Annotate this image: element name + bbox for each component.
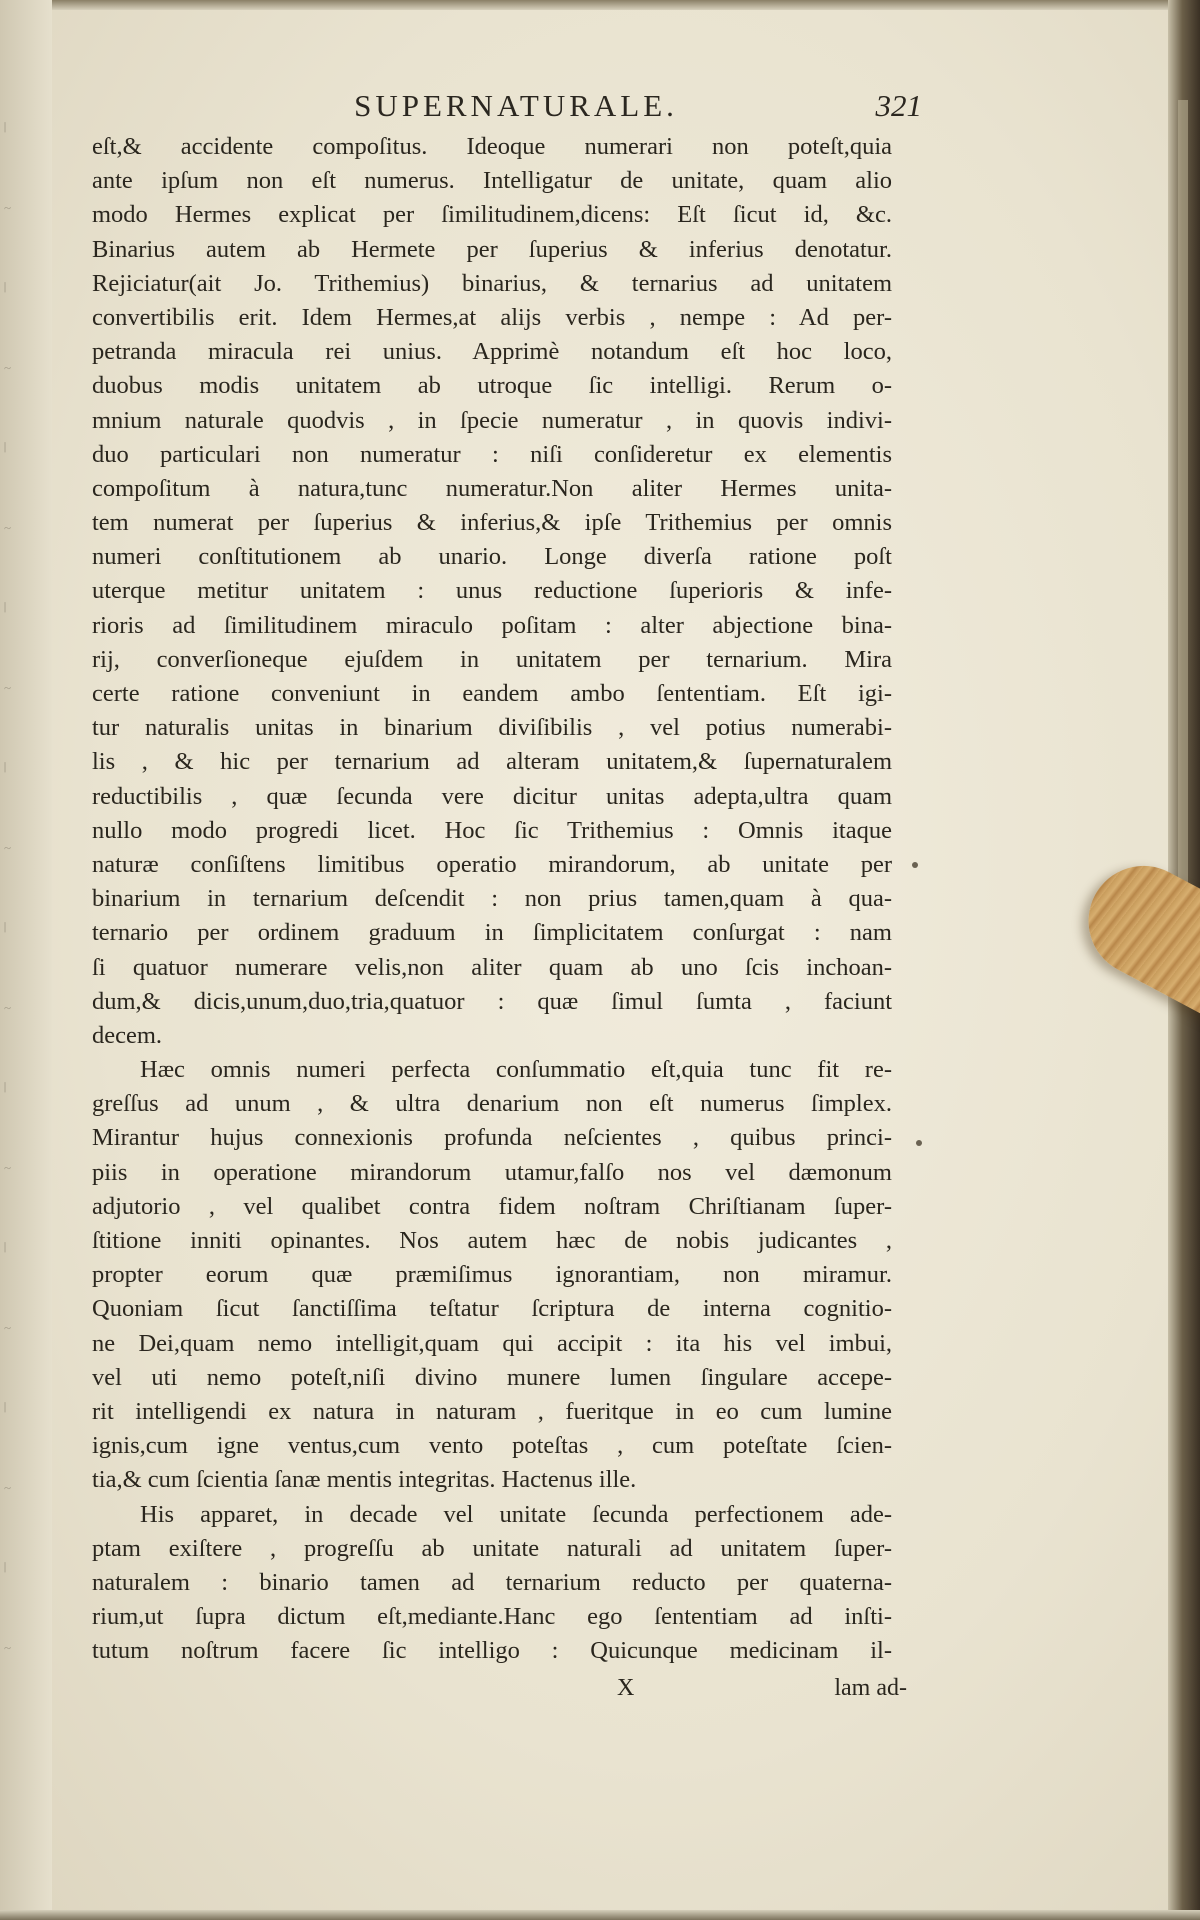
text-line: rioris ad ſimilitudinem miraculo poſitam : alter abjectione bina- [92, 611, 892, 639]
text-line: ante ipſum non eſt numerus. Intelligatur de unitate, quam alio [92, 167, 892, 195]
text-line: ſtitione inniti opinantes. Nos autem hæc de nobis judicantes , [92, 1227, 892, 1254]
text-line: tem numerat per ſuperius & inferius,& ipſe Trithemius per omnis [92, 509, 892, 537]
running-head: SUPERNATURALE. [354, 88, 678, 123]
text-line: eſt,& accidente compoſitus. Ideoque numerari non poteſt,quia [92, 133, 892, 160]
page-header [92, 88, 922, 134]
text-line: piis in operatione mirandorum utamur,falſo nos vel dæmonum [92, 1158, 892, 1186]
page-footer [92, 1675, 907, 1715]
text-line: Binarius autem ab Hermete per ſuperius & inferius denotatur. [92, 235, 892, 263]
text-line: compoſitum à natura,tunc numeratur.Non aliter Hermes unita- [92, 474, 892, 502]
left-margin-bleed: 𝄁 ~ 𝄁 ~ 𝄁 ~ 𝄁 ~ 𝄁 ~ 𝄁 ~ 𝄁 ~ 𝄁 ~ 𝄁 ~ 𝄁 ~ [0, 0, 52, 1920]
text-line: naturæ conſiſtens limitibus operatio mirandorum, ab unitate per [92, 850, 892, 878]
text-line: ignis,cum igne ventus,cum vento poteſtas , cum poteſtate ſcien- [92, 1432, 892, 1460]
text-line: decem. [92, 1021, 163, 1049]
book-spine-highlight [1178, 100, 1188, 900]
text-line: tutum noſtrum facere ſic intelligo : Quicunque medicinam il- [92, 1637, 892, 1665]
text-line: His apparet, in decade vel unitate ſecunda perfectionem ade- [140, 1500, 892, 1528]
text-line: rit intelligendi ex natura in naturam , fueritque in eo cum lumine [92, 1397, 892, 1425]
ink-speck [912, 862, 918, 868]
text-line: duo particulari non numeratur : niſi conſideretur ex elementis [92, 440, 892, 468]
text-line: tur naturalis unitas in binarium diviſibilis , vel potius numerabi- [92, 714, 892, 742]
text-line: Hæc omnis numeri perfecta conſummatio eſt,quia tunc fit re- [140, 1056, 892, 1084]
text-line: rij, converſioneque ejuſdem in unitatem per ternarium. Mira [92, 645, 892, 673]
text-line: reductibilis , quæ ſecunda vere dicitur unitas adepta,ultra quam [92, 782, 892, 810]
text-line: certe ratione conveniunt in eandem ambo ſententiam. Eſt igi- [92, 680, 892, 707]
text-line: rium,ut ſupra dictum eſt,mediante.Hanc ego ſententiam ad inſti- [92, 1603, 892, 1631]
text-line: Mirantur hujus connexionis profunda neſcientes , quibus princi- [92, 1124, 892, 1152]
text-line: greſſus ad unum , & ultra denarium non eſt numerus ſimplex. [92, 1090, 892, 1118]
signature-mark: X [617, 1675, 635, 1701]
text-line: adjutorio , vel qualibet contra fidem noſtram Chriſtianam ſuper- [92, 1192, 892, 1220]
text-line: ptam exiſtere , progreſſu ab unitate naturali ad unitatem ſuper- [92, 1534, 892, 1562]
text-line: ne Dei,quam nemo intelligit,quam qui accipit : ita his vel imbui, [92, 1329, 892, 1357]
text-line: tia,& cum ſcientia ſanæ mentis integritas. Hactenus ille. [92, 1466, 637, 1494]
text-line: petranda miracula rei unius. Apprimè notandum eſt hoc loco, [92, 338, 892, 366]
text-line: mnium naturale quodvis , in ſpecie numeratur , in quovis indivi- [92, 406, 892, 434]
text-line: naturalem : binario tamen ad ternarium reducto per quaterna- [92, 1568, 892, 1596]
text-line: duobus modis unitatem ab utroque ſic intelligi. Rerum o- [92, 372, 892, 400]
text-line: uterque metitur unitatem : unus reductione ſuperioris & infe- [92, 577, 892, 605]
text-line: dum,& dicis,unum,duo,tria,quatuor : quæ ſimul ſumta , faciunt [92, 987, 892, 1015]
text-line: propter eorum quæ præmiſimus ignorantiam, non miramur. [92, 1261, 892, 1289]
text-line: ternario per ordinem graduum in ſimplicitatem conſurgat : nam [92, 919, 892, 947]
text-line: ſi quatuor numerare velis,non aliter quam ab uno ſcis inchoan- [92, 953, 892, 981]
text-line: Quoniam ſicut ſanctiſſima teſtatur ſcriptura de interna cognitio- [92, 1295, 892, 1323]
page-top-edge [0, 0, 1200, 10]
text-line: lis , & hic per ternarium ad alteram unitatem,& ſupernaturalem [92, 748, 892, 776]
text-line: convertibilis erit. Idem Hermes,at alijs verbis , nempe : Ad per- [92, 303, 892, 331]
text-line: modo Hermes explicat per ſimilitudinem,dicens: Eſt ſicut id, &c. [92, 201, 892, 229]
page-bottom-edge [0, 1910, 1200, 1920]
page-number: 321 [875, 88, 922, 123]
text-line: vel uti nemo poteſt,niſi divino munere lumen ſingulare accepe- [92, 1363, 892, 1391]
text-line: binarium in ternarium deſcendit : non prius tamen,quam à qua- [92, 885, 892, 913]
body-text [92, 130, 892, 1668]
ink-speck [916, 1140, 922, 1146]
text-line: Rejiciatur(ait Jo. Trithemius) binarius, & ternarius ad unitatem [92, 269, 892, 297]
text-line: numeri conſtitutionem ab unario. Longe diverſa ratione poſt [92, 543, 892, 571]
text-line: nullo modo progredi licet. Hoc ſic Trithemius : Omnis itaque [92, 816, 892, 844]
catchword: lam ad- [834, 1675, 907, 1701]
